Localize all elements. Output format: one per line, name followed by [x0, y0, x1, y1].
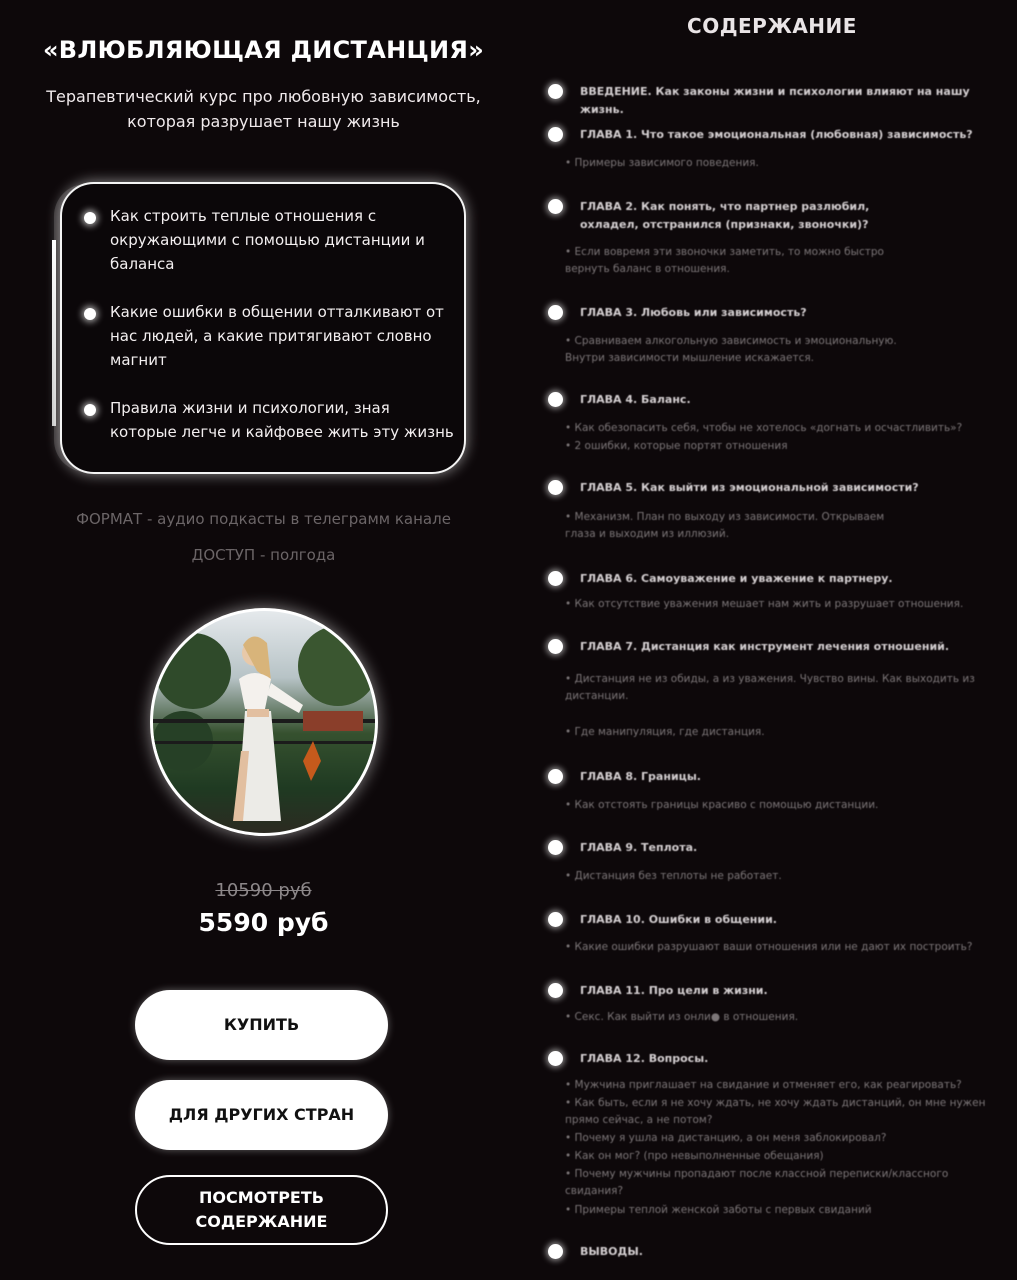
chapter-dot-icon [548, 127, 563, 142]
toc-chapter-title: ВВЕДЕНИЕ. Как законы жизни и психологии влияют на нашу жизнь. [580, 85, 970, 116]
chapter-dot-icon [548, 840, 563, 855]
chapter-dot-icon [548, 1244, 563, 1259]
toc-item: • Секс. Как выйти из онли● в отношения. [565, 1011, 799, 1023]
toc-item: • Примеры зависимого поведения. [565, 157, 759, 169]
toc-item: • Сравниваем алкогольную зависимость и эмоциональную. Внутри зависимости мышление искажается. [565, 335, 897, 364]
buy-button[interactable]: КУПИТЬ [135, 990, 388, 1060]
toc-item: • Почему мужчины пропадают после классной переписки/классного свидания? [565, 1168, 949, 1197]
chapter-dot-icon [548, 912, 563, 927]
chapter-dot-icon [548, 392, 563, 407]
toc-chapter-title: ГЛАВА 3. Любовь или зависимость? [580, 306, 807, 319]
toc-item: • Если вовремя эти звоночки заметить, то можно быстро вернуть баланс в отношения. [565, 246, 884, 275]
course-subtitle: Терапевтический курс про любовную зависимость, которая разрушает нашу жизнь [46, 87, 481, 131]
chapter-dot-icon [548, 305, 563, 320]
toc-chapter-title: ГЛАВА 6. Самоуважение и уважение к партнеру. [580, 572, 893, 585]
toc-item: • Как он мог? (про невыполненные обещания) [565, 1150, 824, 1162]
chapter-dot-icon [548, 1051, 563, 1066]
chapter-dot-icon [548, 571, 563, 586]
toc-chapter-title: ГЛАВА 2. Как понять, что партнер разлюбил, охладел, отстранился (признаки, звоночки)? [580, 200, 870, 231]
course-title: «ВЛЮБЛЯЮЩАЯ ДИСТАНЦИЯ» [42, 36, 485, 64]
toc-chapter-title: ГЛАВА 9. Теплота. [580, 841, 698, 854]
toc-item: • Дистанция без теплоты не работает. [565, 870, 782, 882]
toc-item: • Как отстоять границы красиво с помощью дистанции. [565, 799, 879, 811]
toc-chapter-title: ГЛАВА 10. Ошибки в общении. [580, 913, 777, 926]
toc-item: • Как быть, если я не хочу ждать, не хочу ждать дистанций, он мне нужен прямо сейчас, а не потом? [565, 1097, 986, 1126]
toc-chapter-title: ГЛАВА 1. Что такое эмоциональная (любовная) зависимость? [580, 128, 973, 141]
bullet-dot-icon [84, 308, 96, 320]
benefits-card [60, 182, 466, 474]
benefit-item: Какие ошибки в общении отталкивают от нас людей, а какие притягивают словно магнит [110, 303, 444, 369]
benefit-item: Как строить теплые отношения с окружающими с помощью дистанции и баланса [110, 207, 425, 273]
other-countries-button[interactable]: ДЛЯ ДРУГИХ СТРАН [135, 1080, 388, 1150]
toc-chapter-title: ГЛАВА 11. Про цели в жизни. [580, 984, 768, 997]
author-photo [150, 608, 378, 836]
toc-item: • 2 ошибки, которые портят отношения [565, 440, 788, 452]
chapter-dot-icon [548, 84, 563, 99]
toc-item: • Мужчина приглашает на свидание и отменяет его, как реагировать? [565, 1079, 962, 1091]
chapter-dot-icon [548, 769, 563, 784]
toc-item: • Почему я ушла на дистанцию, а он меня заблокировал? [565, 1132, 887, 1144]
toc-chapter-title: ГЛАВА 8. Границы. [580, 770, 701, 783]
toc-item: • Как отсутствие уважения мешает нам жить и разрушает отношения. [565, 598, 964, 610]
old-price: 10590 руб [215, 880, 312, 901]
author-photo-illustration [153, 611, 375, 833]
format-info: ФОРМАТ - аудио подкасты в телеграмм канале [76, 510, 451, 528]
toc-item: • Дистанция не из обиды, а из уважения. Чувство вины. Как выходить из дистанции. [565, 673, 975, 702]
toc-chapter-title: ГЛАВА 7. Дистанция как инструмент лечения отношений. [580, 640, 950, 653]
toc-item: • Примеры теплой женской заботы с первых свиданий [565, 1204, 872, 1216]
toc-item: • Как обезопасить себя, чтобы не хотелось «догнать и осчастливить»? [565, 422, 963, 434]
toc-chapter-title: ГЛАВА 4. Баланс. [580, 393, 691, 406]
bullet-dot-icon [84, 404, 96, 416]
access-info: ДОСТУП - полгода [191, 546, 336, 564]
toc-chapter-title: ГЛАВА 12. Вопросы. [580, 1052, 709, 1065]
chapter-dot-icon [548, 983, 563, 998]
toc-item: • Где манипуляция, где дистанция. [565, 726, 765, 738]
toc-chapter-title: ВЫВОДЫ. [580, 1245, 643, 1258]
chapter-dot-icon [548, 480, 563, 495]
table-of-contents [527, 0, 1017, 1280]
benefit-item: Правила жизни и психологии, зная которые легче и кайфовее жить эту жизнь [110, 399, 454, 441]
view-contents-button[interactable]: ПОСМОТРЕТЬ СОДЕРЖАНИЕ [135, 1175, 388, 1245]
chapter-dot-icon [548, 199, 563, 214]
current-price: 5590 руб [198, 908, 329, 937]
toc-chapter-title: ГЛАВА 5. Как выйти из эмоциональной зависимости? [580, 481, 919, 494]
toc-item: • Какие ошибки разрушают ваши отношения или не дают их построить? [565, 941, 973, 953]
toc-title: СОДЕРЖАНИЕ [687, 14, 857, 38]
bullet-dot-icon [84, 212, 96, 224]
toc-item: • Механизм. План по выходу из зависимости. Открываем глаза и выходим из иллюзий. [565, 511, 885, 540]
card-edge-decoration [52, 240, 56, 426]
chapter-dot-icon [548, 639, 563, 654]
